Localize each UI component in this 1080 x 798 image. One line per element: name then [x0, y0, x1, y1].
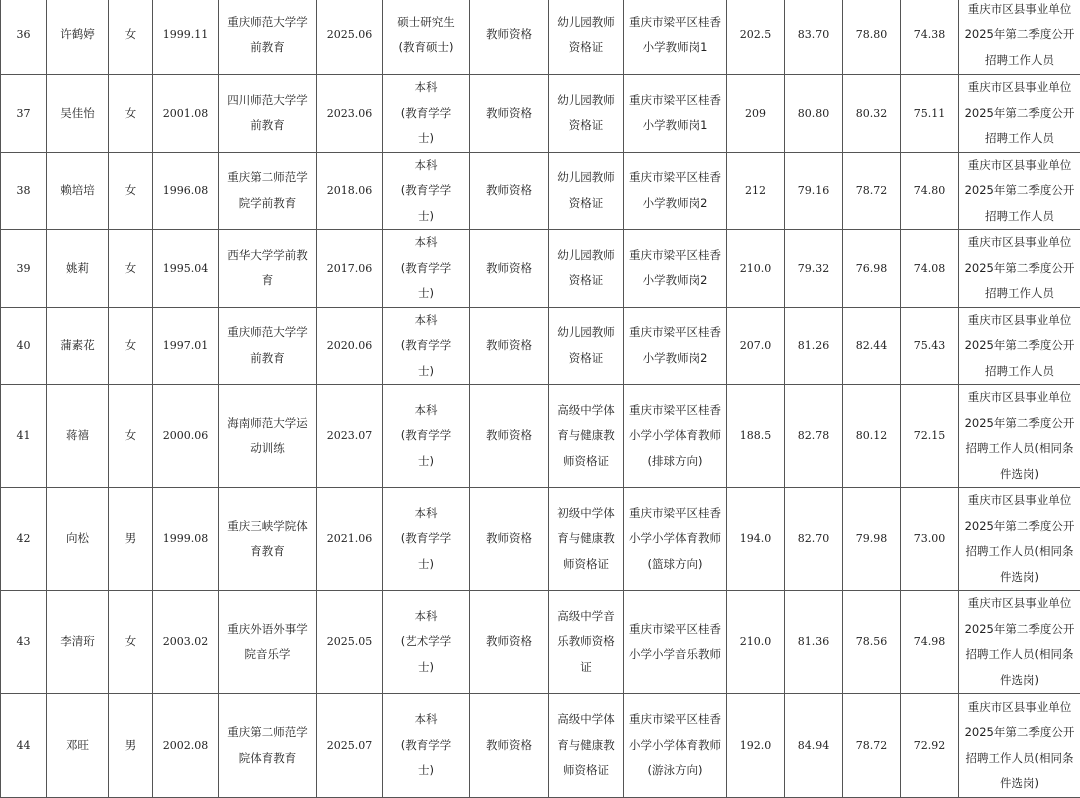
gender-cell: 女 — [109, 0, 153, 75]
table-body — [1, 0, 1080, 798]
skill-score: 78.56 — [843, 591, 901, 694]
candidate-name: 姚莉 — [47, 230, 109, 308]
certificate-name: 高级中学体 育与健康教 师资格证 — [549, 385, 624, 488]
row-number: 41 — [1, 385, 47, 488]
certificate-name: 初级中学体 育与健康教 师资格证 — [549, 488, 624, 591]
recruitment-note: 重庆市区县事业单位 2025年第二季度公开 招聘工作人员 — [959, 307, 1080, 385]
recruitment-note: 重庆市区县事业单位 2025年第二季度公开 招聘工作人员 — [959, 75, 1080, 153]
row-number: 43 — [1, 591, 47, 694]
skill-score: 78.80 — [843, 0, 901, 75]
certificate-type: 教师资格 — [470, 152, 549, 230]
gender-cell: 男 — [109, 694, 153, 798]
skill-score: 78.72 — [843, 152, 901, 230]
position-cell: 重庆市梁平区桂香 小学小学体育教师 (篮球方向) — [624, 488, 727, 591]
school-major: 重庆外语外事学 院音乐学 — [219, 591, 317, 694]
degree-cell: 本科 (教育学学 士) — [383, 307, 470, 385]
degree-cell: 本科 (教育学学 士) — [383, 75, 470, 153]
recruitment-note: 重庆市区县事业单位 2025年第二季度公开 招聘工作人员(相同条 件选岗) — [959, 694, 1080, 798]
gender-cell: 女 — [109, 75, 153, 153]
total-score: 74.98 — [901, 591, 959, 694]
graduation-date: 2020.06 — [317, 307, 383, 385]
birth-date: 1997.01 — [153, 307, 219, 385]
total-score: 75.43 — [901, 307, 959, 385]
table-row — [1, 152, 1080, 230]
gender-cell: 男 — [109, 488, 153, 591]
graduation-date: 2017.06 — [317, 230, 383, 308]
written-score: 202.5 — [727, 0, 785, 75]
certificate-type: 教师资格 — [470, 230, 549, 308]
position-cell: 重庆市梁平区桂香 小学小学音乐教师 — [624, 591, 727, 694]
total-score: 74.38 — [901, 0, 959, 75]
skill-score: 76.98 — [843, 230, 901, 308]
candidate-name: 吴佳怡 — [47, 75, 109, 153]
total-score: 72.15 — [901, 385, 959, 488]
written-score: 210.0 — [727, 591, 785, 694]
recruitment-note: 重庆市区县事业单位 2025年第二季度公开 招聘工作人员(相同条 件选岗) — [959, 591, 1080, 694]
table-row — [1, 488, 1080, 591]
graduation-date: 2018.06 — [317, 152, 383, 230]
birth-date: 1995.04 — [153, 230, 219, 308]
interview-score: 84.94 — [785, 694, 843, 798]
skill-score: 80.12 — [843, 385, 901, 488]
total-score: 73.00 — [901, 488, 959, 591]
position-cell: 重庆市梁平区桂香 小学教师岗1 — [624, 0, 727, 75]
school-major: 海南师范大学运 动训练 — [219, 385, 317, 488]
candidate-name: 蒲素花 — [47, 307, 109, 385]
certificate-type: 教师资格 — [470, 488, 549, 591]
row-number: 39 — [1, 230, 47, 308]
gender-cell: 女 — [109, 385, 153, 488]
certificate-type: 教师资格 — [470, 0, 549, 75]
birth-date: 1999.08 — [153, 488, 219, 591]
degree-cell: 本科 (教育学学 士) — [383, 230, 470, 308]
certificate-name: 幼儿园教师 资格证 — [549, 152, 624, 230]
recruitment-note: 重庆市区县事业单位 2025年第二季度公开 招聘工作人员(相同条 件选岗) — [959, 385, 1080, 488]
written-score: 207.0 — [727, 307, 785, 385]
degree-cell: 本科 (教育学学 士) — [383, 694, 470, 798]
school-major: 重庆师范大学学 前教育 — [219, 307, 317, 385]
degree-cell: 本科 (教育学学 士) — [383, 152, 470, 230]
graduation-date: 2023.07 — [317, 385, 383, 488]
school-major: 重庆第二师范学 院学前教育 — [219, 152, 317, 230]
interview-score: 83.70 — [785, 0, 843, 75]
table-row — [1, 385, 1080, 488]
certificate-name: 幼儿园教师 资格证 — [549, 307, 624, 385]
interview-score: 79.32 — [785, 230, 843, 308]
gender-cell: 女 — [109, 591, 153, 694]
total-score: 74.08 — [901, 230, 959, 308]
written-score: 188.5 — [727, 385, 785, 488]
school-major: 四川师范大学学 前教育 — [219, 75, 317, 153]
graduation-date: 2025.05 — [317, 591, 383, 694]
school-major: 重庆三峡学院体 育教育 — [219, 488, 317, 591]
birth-date: 1999.11 — [153, 0, 219, 75]
interview-score: 80.80 — [785, 75, 843, 153]
candidate-name: 蒋禧 — [47, 385, 109, 488]
written-score: 210.0 — [727, 230, 785, 308]
position-cell: 重庆市梁平区桂香 小学教师岗2 — [624, 230, 727, 308]
degree-cell: 硕士研究生 (教育硕士) — [383, 0, 470, 75]
degree-cell: 本科 (艺术学学 士) — [383, 591, 470, 694]
interview-score: 79.16 — [785, 152, 843, 230]
row-number: 38 — [1, 152, 47, 230]
certificate-type: 教师资格 — [470, 385, 549, 488]
table-row — [1, 307, 1080, 385]
written-score: 194.0 — [727, 488, 785, 591]
interview-score: 81.36 — [785, 591, 843, 694]
certificate-name: 幼儿园教师 资格证 — [549, 75, 624, 153]
birth-date: 2003.02 — [153, 591, 219, 694]
graduation-date: 2023.06 — [317, 75, 383, 153]
table-row — [1, 230, 1080, 308]
gender-cell: 女 — [109, 152, 153, 230]
recruitment-note: 重庆市区县事业单位 2025年第二季度公开 招聘工作人员 — [959, 230, 1080, 308]
certificate-name: 幼儿园教师 资格证 — [549, 230, 624, 308]
certificate-name: 高级中学音 乐教师资格 证 — [549, 591, 624, 694]
school-major: 重庆第二师范学 院体育教育 — [219, 694, 317, 798]
candidate-name: 李清珩 — [47, 591, 109, 694]
table-row — [1, 591, 1080, 694]
birth-date: 2002.08 — [153, 694, 219, 798]
gender-cell: 女 — [109, 307, 153, 385]
certificate-name: 高级中学体 育与健康教 师资格证 — [549, 694, 624, 798]
written-score: 209 — [727, 75, 785, 153]
total-score: 74.80 — [901, 152, 959, 230]
recruitment-note: 重庆市区县事业单位 2025年第二季度公开 招聘工作人员 — [959, 152, 1080, 230]
written-score: 192.0 — [727, 694, 785, 798]
recruitment-note: 重庆市区县事业单位 2025年第二季度公开 招聘工作人员 — [959, 0, 1080, 75]
certificate-type: 教师资格 — [470, 75, 549, 153]
position-cell: 重庆市梁平区桂香 小学教师岗1 — [624, 75, 727, 153]
row-number: 37 — [1, 75, 47, 153]
table-row — [1, 694, 1080, 798]
candidate-name: 邓旺 — [47, 694, 109, 798]
candidate-name: 许鹤婷 — [47, 0, 109, 75]
candidate-name: 向松 — [47, 488, 109, 591]
birth-date: 1996.08 — [153, 152, 219, 230]
position-cell: 重庆市梁平区桂香 小学教师岗2 — [624, 152, 727, 230]
row-number: 42 — [1, 488, 47, 591]
birth-date: 2000.06 — [153, 385, 219, 488]
certificate-type: 教师资格 — [470, 591, 549, 694]
school-major: 西华大学学前教 育 — [219, 230, 317, 308]
skill-score: 80.32 — [843, 75, 901, 153]
table-row — [1, 75, 1080, 153]
graduation-date: 2021.06 — [317, 488, 383, 591]
skill-score: 79.98 — [843, 488, 901, 591]
certificate-type: 教师资格 — [470, 694, 549, 798]
skill-score: 78.72 — [843, 694, 901, 798]
interview-score: 82.70 — [785, 488, 843, 591]
certificate-type: 教师资格 — [470, 307, 549, 385]
graduation-date: 2025.07 — [317, 694, 383, 798]
row-number: 36 — [1, 0, 47, 75]
skill-score: 82.44 — [843, 307, 901, 385]
certificate-name: 幼儿园教师 资格证 — [549, 0, 624, 75]
birth-date: 2001.08 — [153, 75, 219, 153]
candidate-name: 赖培培 — [47, 152, 109, 230]
degree-cell: 本科 (教育学学 士) — [383, 488, 470, 591]
graduation-date: 2025.06 — [317, 0, 383, 75]
table-row — [1, 0, 1080, 75]
position-cell: 重庆市梁平区桂香 小学小学体育教师 (游泳方向) — [624, 694, 727, 798]
written-score: 212 — [727, 152, 785, 230]
recruitment-note: 重庆市区县事业单位 2025年第二季度公开 招聘工作人员(相同条 件选岗) — [959, 488, 1080, 591]
position-cell: 重庆市梁平区桂香 小学教师岗2 — [624, 307, 727, 385]
gender-cell: 女 — [109, 230, 153, 308]
total-score: 72.92 — [901, 694, 959, 798]
interview-score: 82.78 — [785, 385, 843, 488]
row-number: 44 — [1, 694, 47, 798]
row-number: 40 — [1, 307, 47, 385]
total-score: 75.11 — [901, 75, 959, 153]
position-cell: 重庆市梁平区桂香 小学小学体育教师 (排球方向) — [624, 385, 727, 488]
degree-cell: 本科 (教育学学 士) — [383, 385, 470, 488]
school-major: 重庆师范大学学 前教育 — [219, 0, 317, 75]
interview-score: 81.26 — [785, 307, 843, 385]
